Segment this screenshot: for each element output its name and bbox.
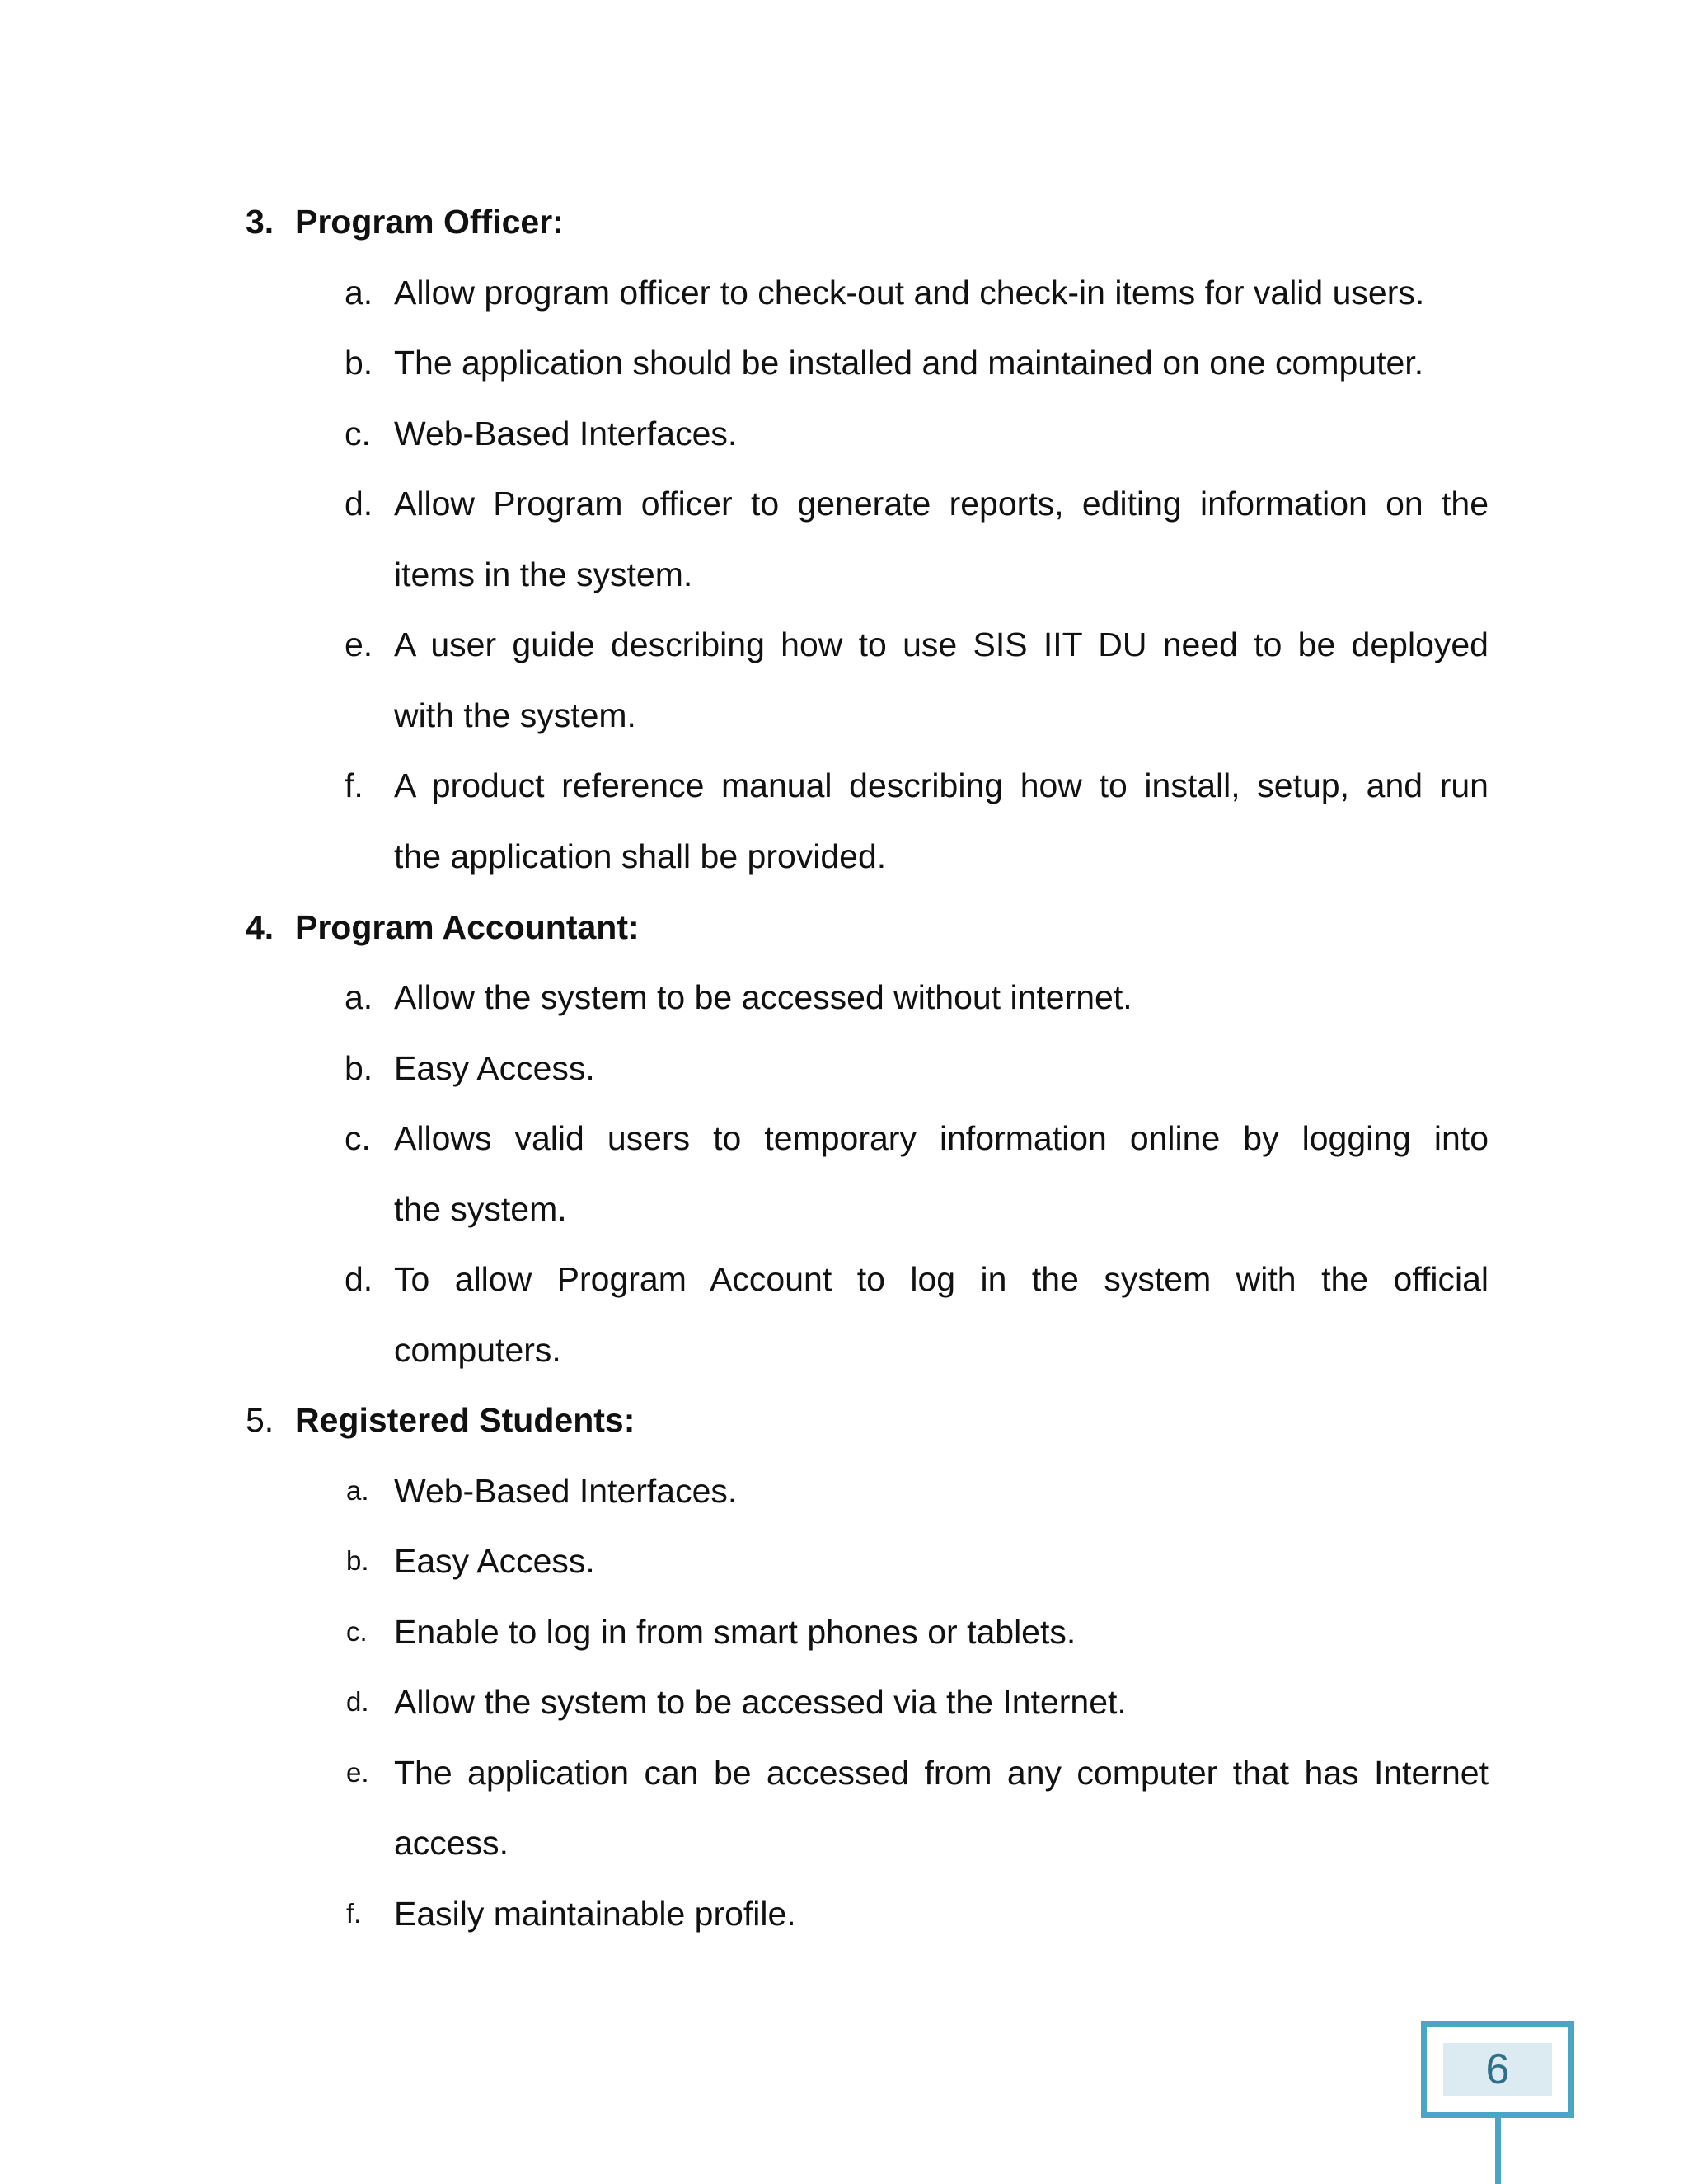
list-item-marker: a. xyxy=(345,274,373,312)
page-number-box xyxy=(1421,2021,1574,2118)
list-item-text: Allow the system to be accessed via the Internet. xyxy=(394,1683,1127,1721)
list-item-marker: b. xyxy=(345,344,373,382)
list-item-text-continuation: with the system. xyxy=(394,696,636,734)
list-item-text: Enable to log in from smart phones or tablets. xyxy=(394,1613,1076,1651)
section-4-number: 4. xyxy=(246,908,274,946)
list-item-text: The application should be installed and maintained on one computer. xyxy=(394,344,1424,382)
list-item-text: Allows valid users to temporary information online by logging into xyxy=(394,1119,1489,1157)
list-item-marker: d. xyxy=(345,485,373,523)
list-item-text: A product reference manual describing how to install, setup, and run xyxy=(394,766,1489,804)
list-item-text: Easy Access. xyxy=(394,1542,595,1580)
list-item-marker: d. xyxy=(345,1260,373,1298)
list-item-text: Web-Based Interfaces. xyxy=(394,1472,738,1510)
section-4-title: Program Accountant: xyxy=(295,908,640,946)
list-item-marker: a. xyxy=(346,1475,369,1506)
list-item-marker: b. xyxy=(346,1545,369,1576)
section-5-title: Registered Students: xyxy=(295,1401,635,1439)
list-item-marker: f. xyxy=(345,766,363,804)
section-5-number: 5. xyxy=(246,1401,274,1439)
list-item-marker: d. xyxy=(346,1686,369,1717)
list-item-text-continuation: access. xyxy=(394,1824,509,1862)
list-item-text: To allow Program Account to log in the system with the official xyxy=(394,1260,1489,1298)
list-item-text-continuation: the application shall be provided. xyxy=(394,837,887,875)
list-item-text: Easily maintainable profile. xyxy=(394,1895,796,1933)
list-item-marker: a. xyxy=(345,978,373,1016)
list-item-marker: c. xyxy=(345,1119,371,1157)
list-item-marker: b. xyxy=(345,1049,373,1087)
list-item-text: The application can be accessed from any computer that has Internet xyxy=(394,1754,1489,1792)
list-item-text: A user guide describing how to use SIS IIT DU need to be deployed xyxy=(394,626,1489,663)
list-item-marker: f. xyxy=(346,1898,362,1929)
list-item-text-continuation: computers. xyxy=(394,1331,561,1369)
list-item-text-continuation: the system. xyxy=(394,1190,567,1228)
list-item-marker: e. xyxy=(346,1757,369,1788)
list-item-text: Easy Access. xyxy=(394,1049,595,1087)
section-3-title: Program Officer: xyxy=(295,203,564,241)
list-item-text: Allow program officer to check-out and check-in items for valid users. xyxy=(394,274,1425,312)
list-item-text: Allow Program officer to generate reports, editing information on the xyxy=(394,485,1489,523)
page-number: 6 xyxy=(1443,2043,1552,2096)
list-item-marker: e. xyxy=(345,626,373,663)
list-item-text: Allow the system to be accessed without internet. xyxy=(394,978,1132,1016)
page-number-stem xyxy=(1495,2118,1501,2184)
list-item-marker: c. xyxy=(345,415,371,452)
list-item-text-continuation: items in the system. xyxy=(394,555,693,593)
list-item-marker: c. xyxy=(346,1616,368,1647)
list-item-text: Web-Based Interfaces. xyxy=(394,415,738,452)
section-3-number: 3. xyxy=(246,203,274,241)
